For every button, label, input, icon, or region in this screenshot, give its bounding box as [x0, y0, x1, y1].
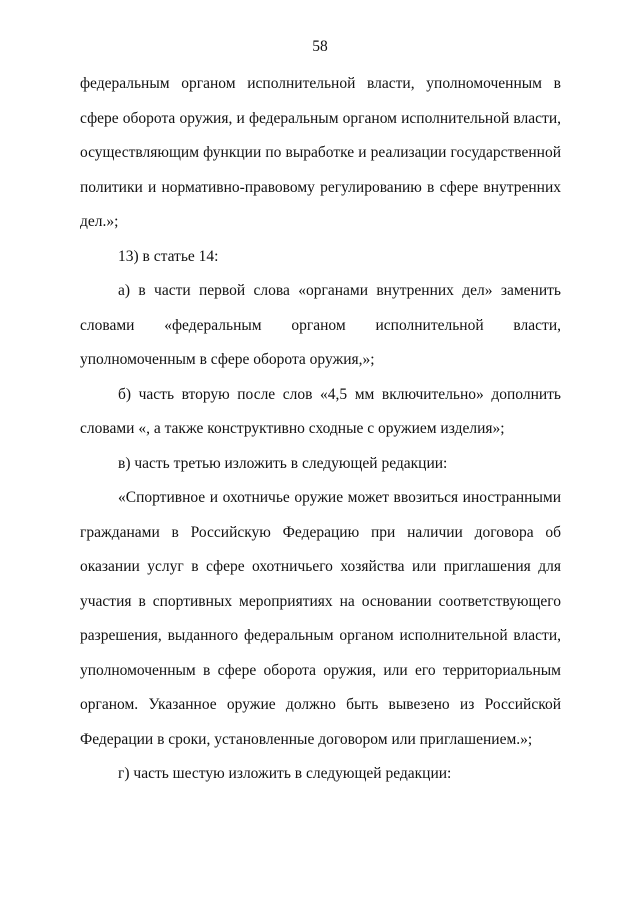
paragraph-continuation: федеральным органом исполнительной власти, уполномоченным в сфере оборота оружия, и федеральным органом исполнительной власти, осуществляющим функции по выработке и реализации государственной политики и нормативно-правовому регулированию в сфере внутренних дел.»;: [80, 75, 561, 230]
page-number: 58: [312, 38, 328, 55]
document-body: [80, 67, 561, 792]
paragraph-subitem-v: в) часть третью изложить в следующей редакции:: [118, 454, 448, 472]
paragraph-subitem-g: г) часть шестую изложить в следующей редакции:: [118, 765, 452, 782]
paragraph-subitem-b: б) часть вторую после слов «4,5 мм включительно» дополнить словами «, а также конструктивно сходные с оружием изделия»;: [80, 385, 561, 437]
paragraph-subitem-a: а) в части первой слова «органами внутренних дел» заменить словами «федеральным органом исполнительной власти, уполномоченным в сфере оборота оружия,»;: [80, 282, 561, 368]
paragraph-quoted-text: «Спортивное и охотничье оружие может ввозиться иностранными гражданами в Российскую Федерацию при наличии договора об оказании услуг в сфере охотничьего хозяйства или приглашения для участия в спортивных мероприятиях на основании соответствующего разрешения, выданного федеральным органом исполнительной власти, уполномоченным в сфере оборота оружия, или его территориальным органом. Указанное оружие должно быть вывезено из Российской Федерации в сроки, установленные договором или приглашением.»;: [80, 489, 561, 748]
paragraph-item-13: 13) в статье 14:: [118, 247, 219, 265]
